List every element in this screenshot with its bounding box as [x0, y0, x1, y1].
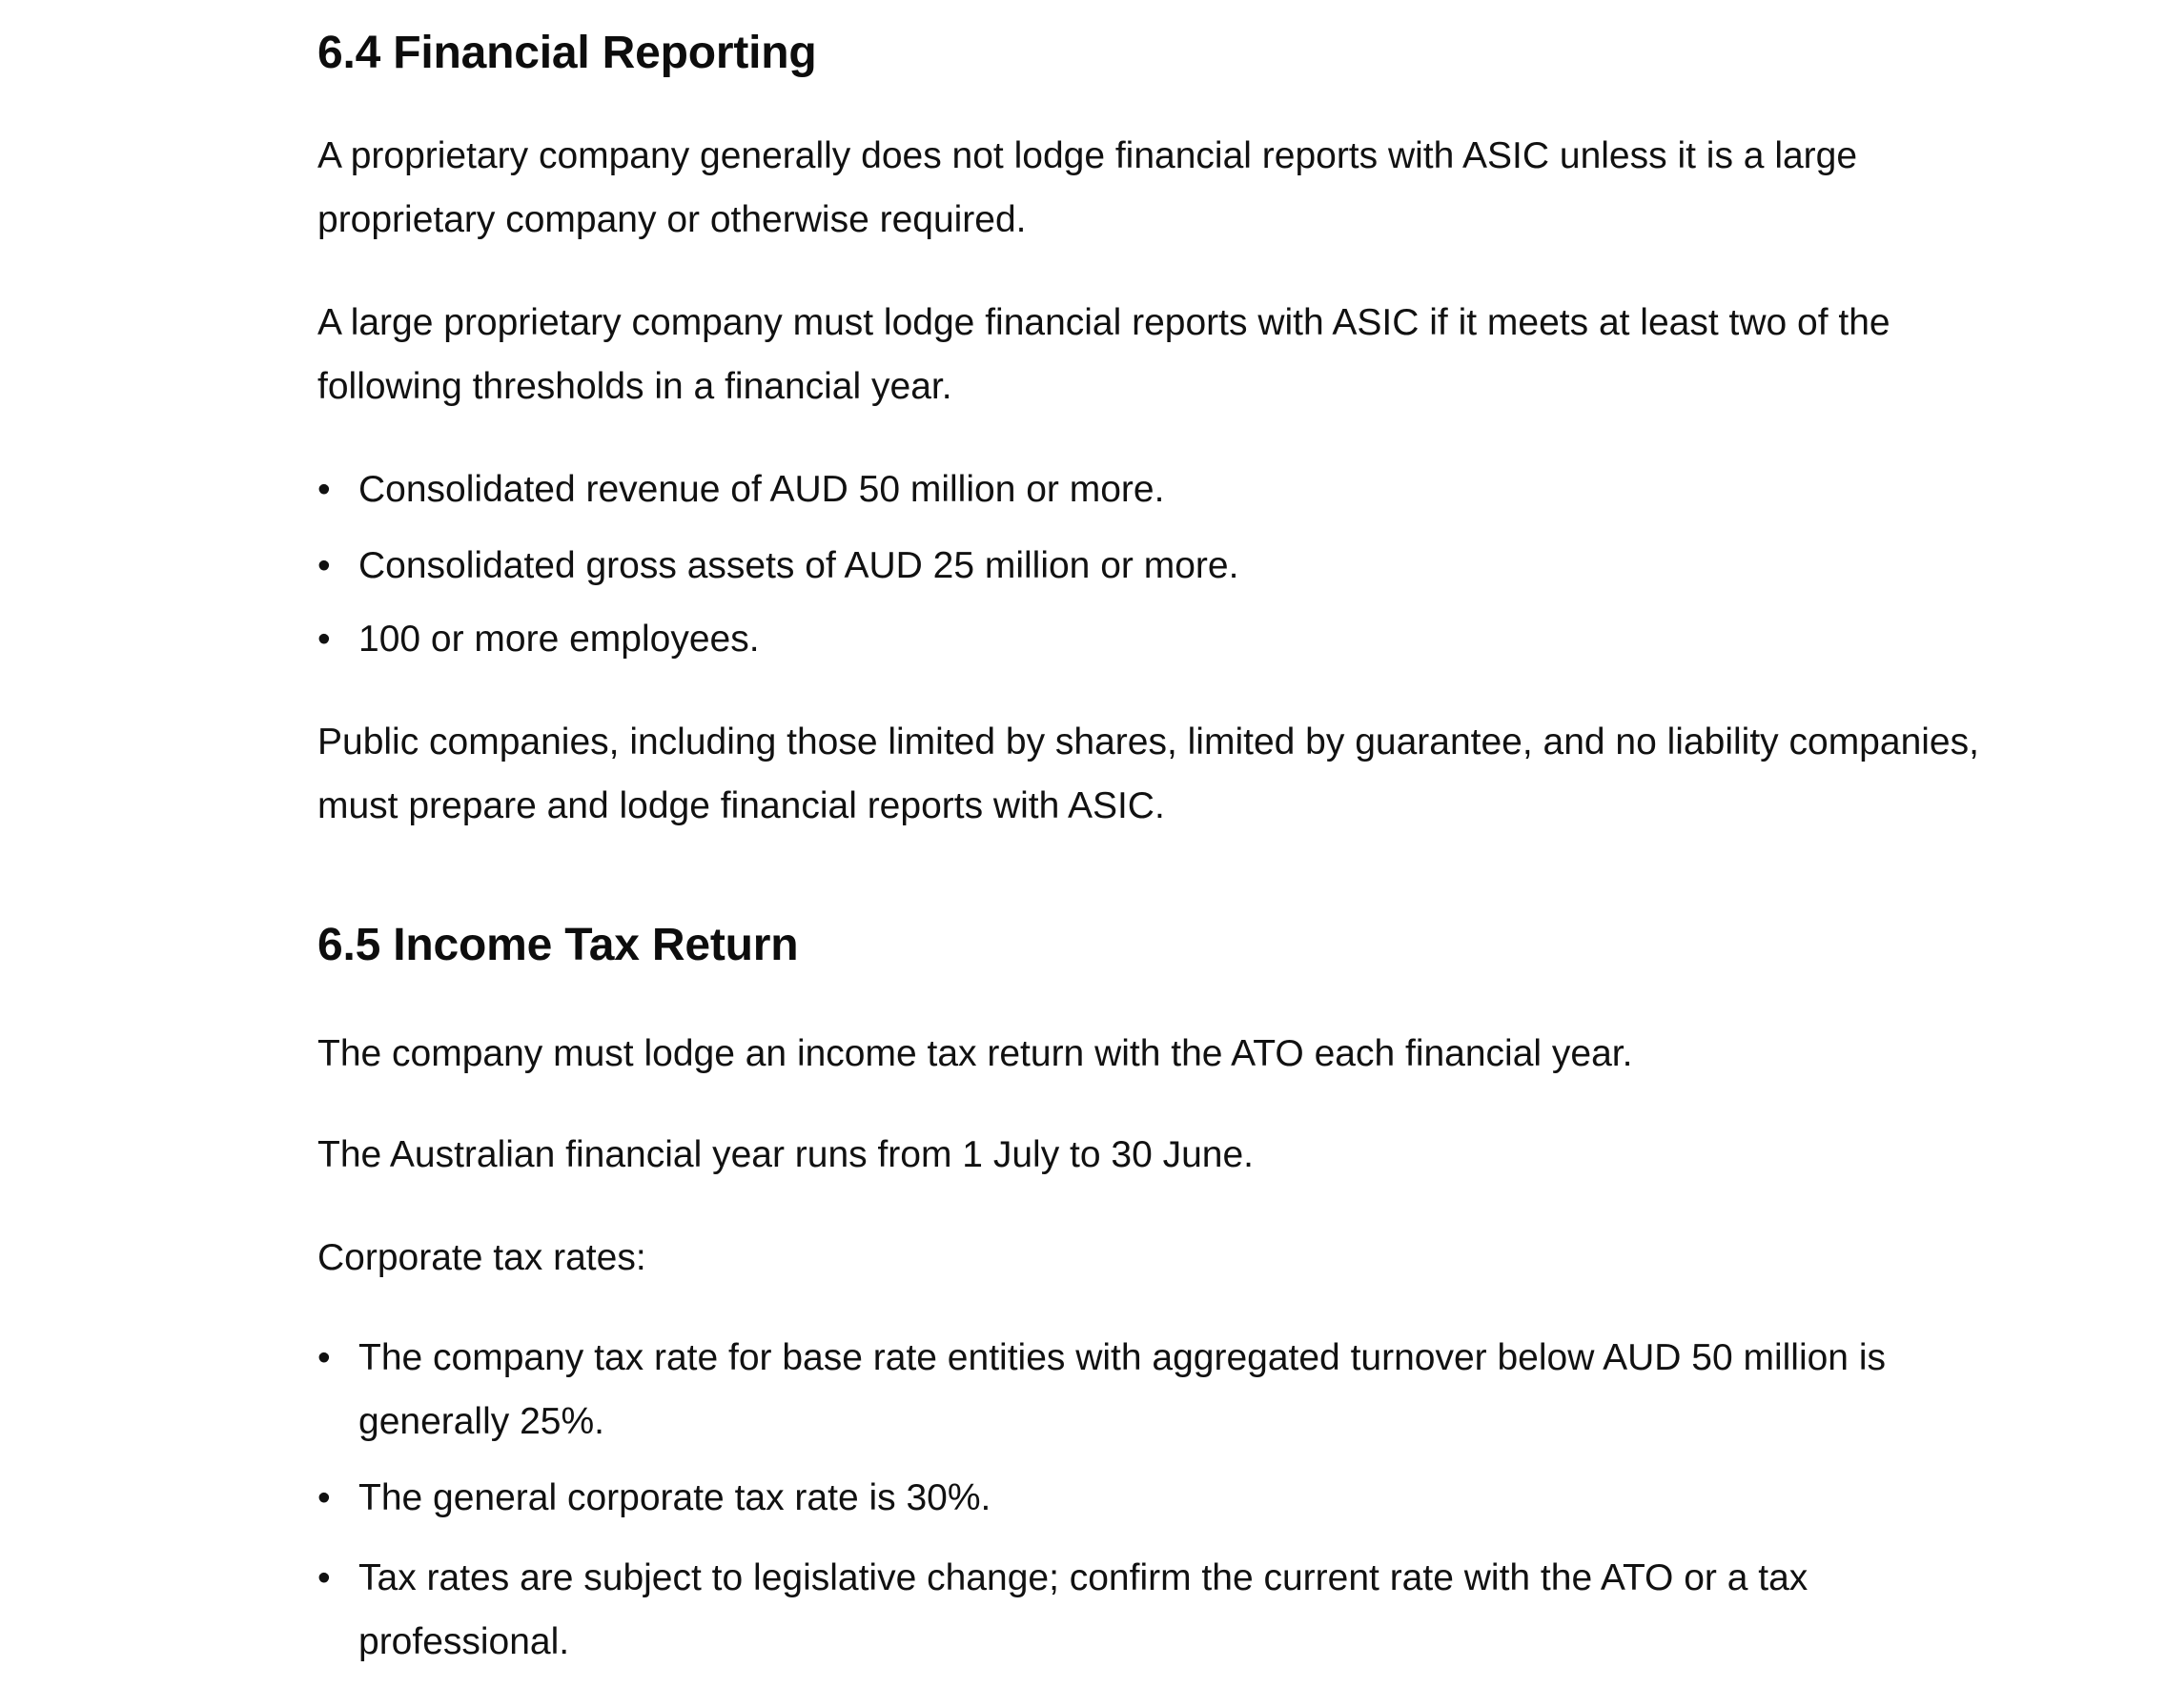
paragraph-large-proprietary-thresholds: A large proprietary company must lodge financial reports with ASIC if it meets at least two of the following thresholds in a financial year.	[317, 302, 1890, 407]
list-item	[317, 534, 2024, 598]
list-item-text: 100 or more employees.	[358, 619, 760, 660]
bullet-icon: •	[317, 469, 331, 510]
section-heading-income-tax-return: 6.5 Income Tax Return	[317, 920, 799, 970]
bullet-icon: •	[317, 1337, 331, 1378]
list-item-text: The general corporate tax rate is 30%.	[358, 1477, 991, 1518]
list-item	[317, 607, 2024, 671]
paragraph-financial-year: The Australian financial year runs from 1 July to 30 June.	[317, 1134, 1255, 1175]
paragraph-income-tax-lodgement: The company must lodge an income tax return with the ATO each financial year.	[317, 1033, 1633, 1074]
bullet-icon: •	[317, 545, 331, 586]
bullet-icon: •	[317, 619, 331, 660]
list-item	[317, 1466, 2024, 1530]
paragraph-proprietary-company: A proprietary company generally does not lodge financial reports with ASIC unless it is a large proprietary company or otherwise required.	[317, 135, 1858, 240]
bullet-icon: •	[317, 1477, 331, 1518]
list-item-text: The company tax rate for base rate entities with aggregated turnover below AUD 50 million is generally 25%.	[358, 1337, 1886, 1442]
bullet-icon: •	[317, 1557, 331, 1598]
list-item	[317, 1326, 2024, 1454]
list-item	[317, 1546, 2024, 1674]
paragraph-corporate-tax-rates: Corporate tax rates:	[317, 1237, 646, 1278]
list-item-text: Consolidated revenue of AUD 50 million or more.	[358, 469, 1165, 510]
list-item	[317, 458, 2024, 521]
list-item-text: Consolidated gross assets of AUD 25 million or more.	[358, 545, 1239, 586]
paragraph-public-companies: Public companies, including those limited by shares, limited by guarantee, and no liability companies, must prepare and lodge financial reports with ASIC.	[317, 722, 1979, 826]
list-item-text: Tax rates are subject to legislative change; confirm the current rate with the ATO or a tax professional.	[358, 1557, 1808, 1662]
section-heading-financial-reporting: 6.4 Financial Reporting	[317, 28, 817, 78]
